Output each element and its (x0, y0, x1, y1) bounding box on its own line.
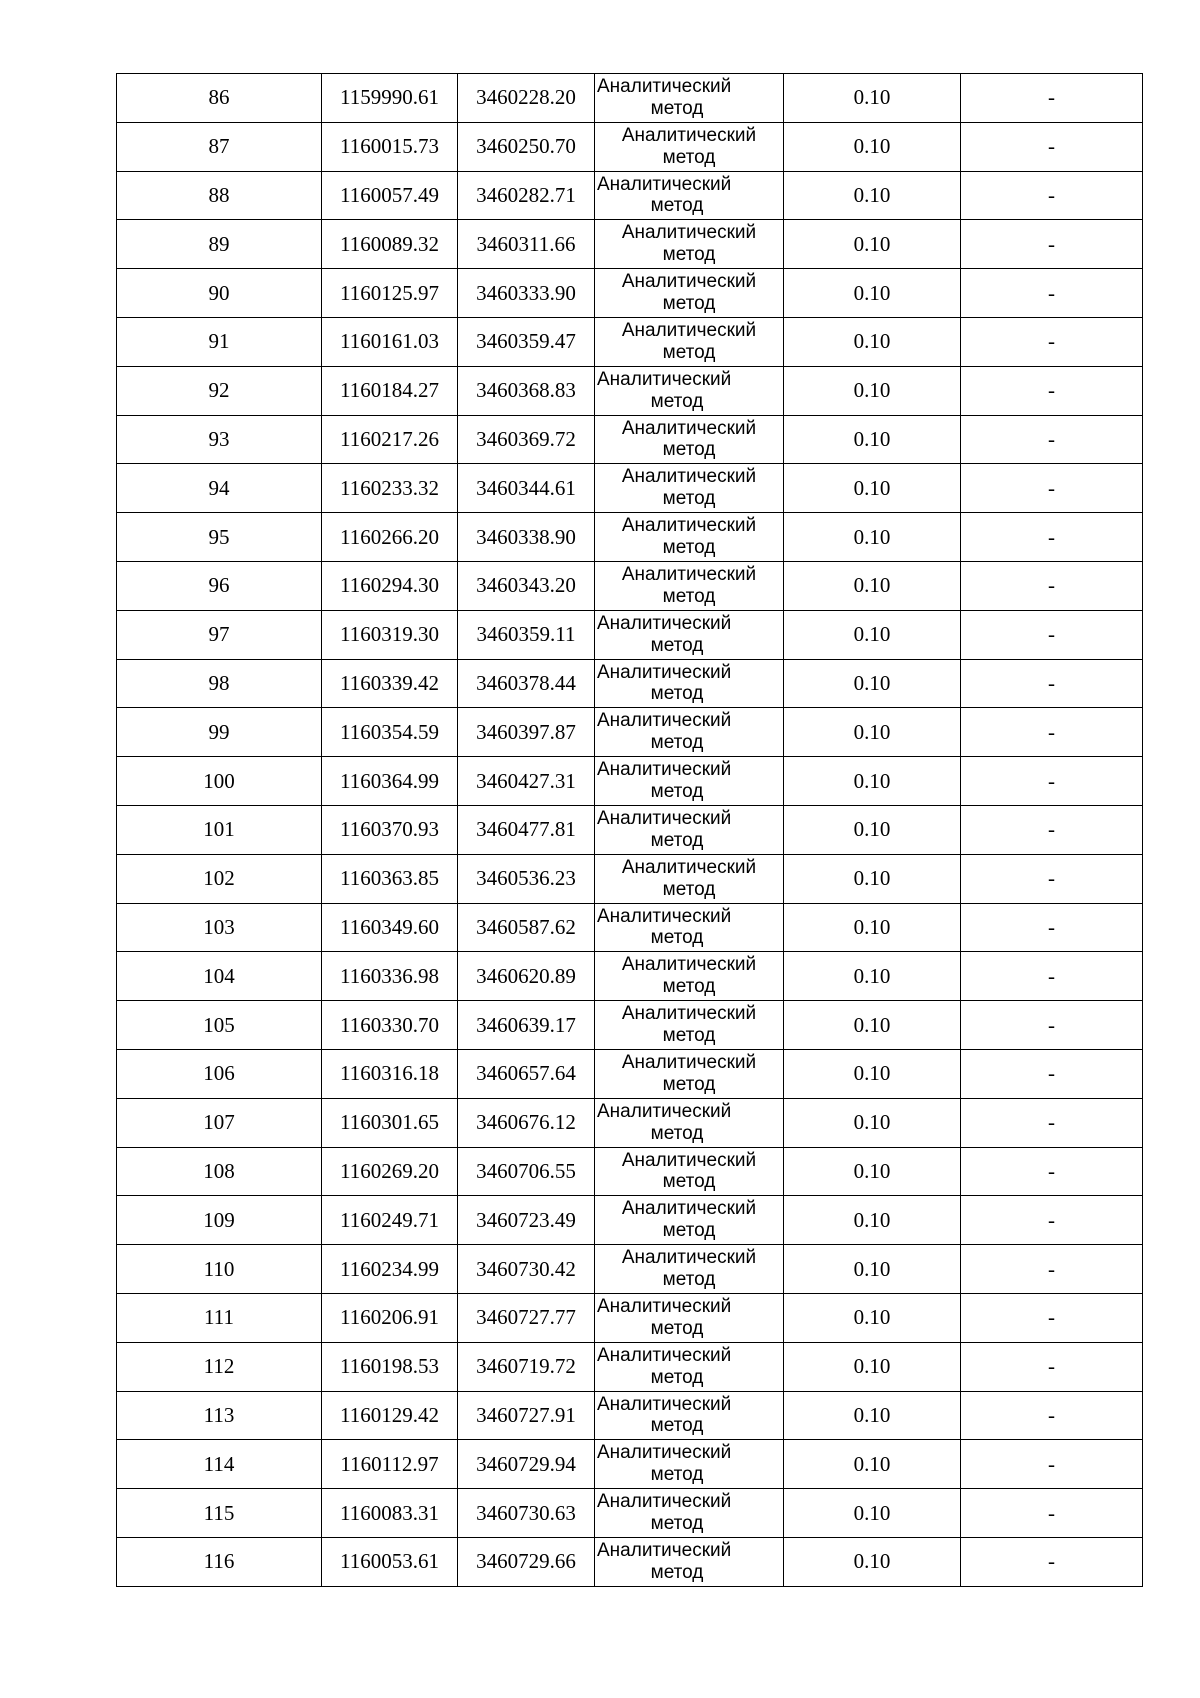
note-cell: - (961, 1537, 1143, 1586)
method-line-1: Аналитический (621, 954, 757, 976)
table-row (117, 513, 1143, 562)
accuracy-cell: 0.10 (784, 757, 961, 806)
method-cell (595, 269, 784, 318)
table-row (117, 659, 1143, 708)
table-row (117, 1537, 1143, 1586)
x-coordinate-cell: 1160336.98 (322, 952, 458, 1001)
method-cell (595, 1147, 784, 1196)
method-line-1: Аналитический (621, 417, 757, 439)
method-cell (595, 74, 784, 123)
x-coordinate-cell: 1160057.49 (322, 171, 458, 220)
x-coordinate-cell: 1160198.53 (322, 1342, 458, 1391)
point-number-cell: 87 (117, 122, 322, 171)
x-coordinate-cell: 1160370.93 (322, 805, 458, 854)
table-row (117, 561, 1143, 610)
method-cell (595, 171, 784, 220)
x-coordinate-cell: 1159990.61 (322, 74, 458, 123)
table-row (117, 1342, 1143, 1391)
note-cell: - (961, 903, 1143, 952)
point-number-cell: 105 (117, 1001, 322, 1050)
table-row (117, 1293, 1143, 1342)
table-row (117, 317, 1143, 366)
method-line-2: метод (662, 585, 716, 607)
method-line-1: Аналитический (597, 808, 732, 829)
point-number-cell: 106 (117, 1049, 322, 1098)
accuracy-cell: 0.10 (784, 1537, 961, 1586)
method-line-1: Аналитический (621, 564, 757, 586)
point-number-cell: 92 (117, 366, 322, 415)
method-line-1: Аналитический (621, 124, 757, 146)
method-line-2: метод (662, 341, 716, 363)
method-cell (595, 464, 784, 513)
point-number-cell: 96 (117, 561, 322, 610)
y-coordinate-cell: 3460369.72 (458, 415, 595, 464)
accuracy-cell: 0.10 (784, 1293, 961, 1342)
method-line-2: метод (662, 293, 716, 315)
point-number-cell: 94 (117, 464, 322, 513)
note-cell: - (961, 220, 1143, 269)
method-line-1: Аналитический (597, 1491, 732, 1513)
method-cell (595, 805, 784, 854)
method-cell (595, 317, 784, 366)
table-row (117, 1147, 1143, 1196)
method-line-2: метод (650, 781, 704, 803)
y-coordinate-cell: 3460730.42 (458, 1245, 595, 1294)
method-cell (595, 415, 784, 464)
table-row (117, 1440, 1143, 1489)
note-cell: - (961, 122, 1143, 171)
point-number-cell: 101 (117, 805, 322, 854)
x-coordinate-cell: 1160349.60 (322, 903, 458, 952)
method-cell (595, 366, 784, 415)
method-cell (595, 1391, 784, 1440)
table-row (117, 464, 1143, 513)
x-coordinate-cell: 1160364.99 (322, 757, 458, 806)
y-coordinate-cell: 3460359.47 (458, 317, 595, 366)
method-cell (595, 854, 784, 903)
method-line-2: метод (650, 634, 704, 656)
y-coordinate-cell: 3460378.44 (458, 659, 595, 708)
accuracy-cell: 0.10 (784, 1001, 961, 1050)
method-line-1: Аналитический (621, 1003, 757, 1025)
method-line-2: метод (650, 1122, 704, 1144)
x-coordinate-cell: 1160112.97 (322, 1440, 458, 1489)
point-number-cell: 88 (117, 171, 322, 220)
y-coordinate-cell: 3460228.20 (458, 74, 595, 123)
method-cell (595, 513, 784, 562)
x-coordinate-cell: 1160234.99 (322, 1245, 458, 1294)
method-line-1: Аналитический (621, 1149, 757, 1171)
point-number-cell: 86 (117, 74, 322, 123)
method-cell (595, 1293, 784, 1342)
x-coordinate-cell: 1160301.65 (322, 1098, 458, 1147)
table-row (117, 1245, 1143, 1294)
table-row (117, 854, 1143, 903)
y-coordinate-cell: 3460477.81 (458, 805, 595, 854)
table-row (117, 1001, 1143, 1050)
y-coordinate-cell: 3460676.12 (458, 1098, 595, 1147)
x-coordinate-cell: 1160129.42 (322, 1391, 458, 1440)
accuracy-cell: 0.10 (784, 1342, 961, 1391)
x-coordinate-cell: 1160354.59 (322, 708, 458, 757)
x-coordinate-cell: 1160339.42 (322, 659, 458, 708)
note-cell: - (961, 415, 1143, 464)
accuracy-cell: 0.10 (784, 464, 961, 513)
method-cell (595, 122, 784, 171)
accuracy-cell: 0.10 (784, 1391, 961, 1440)
method-line-2: метод (650, 1561, 704, 1583)
note-cell: - (961, 1147, 1143, 1196)
point-number-cell: 89 (117, 220, 322, 269)
note-cell: - (961, 171, 1143, 220)
method-line-2: метод (650, 1415, 704, 1437)
method-line-1: Аналитический (621, 1247, 757, 1269)
method-line-2: метод (662, 878, 716, 900)
point-number-cell: 91 (117, 317, 322, 366)
method-line-2: метод (650, 927, 704, 949)
y-coordinate-cell: 3460657.64 (458, 1049, 595, 1098)
table-row (117, 122, 1143, 171)
accuracy-cell: 0.10 (784, 74, 961, 123)
y-coordinate-cell: 3460427.31 (458, 757, 595, 806)
method-line-2: метод (650, 390, 704, 412)
method-line-2: метод (662, 1171, 716, 1193)
method-line-1: Аналитический (621, 515, 757, 537)
method-line-1: Аналитический (597, 612, 732, 634)
y-coordinate-cell: 3460723.49 (458, 1196, 595, 1245)
accuracy-cell: 0.10 (784, 220, 961, 269)
x-coordinate-cell: 1160053.61 (322, 1537, 458, 1586)
method-line-1: Аналитический (597, 1295, 732, 1317)
note-cell: - (961, 464, 1143, 513)
point-number-cell: 95 (117, 513, 322, 562)
coordinates-table (116, 73, 1143, 1587)
x-coordinate-cell: 1160184.27 (322, 366, 458, 415)
point-number-cell: 102 (117, 854, 322, 903)
point-number-cell: 97 (117, 610, 322, 659)
method-cell (595, 1196, 784, 1245)
method-cell (595, 1342, 784, 1391)
note-cell: - (961, 952, 1143, 1001)
point-number-cell: 112 (117, 1342, 322, 1391)
note-cell: - (961, 708, 1143, 757)
accuracy-cell: 0.10 (784, 1440, 961, 1489)
x-coordinate-cell: 1160125.97 (322, 269, 458, 318)
note-cell: - (961, 1489, 1143, 1538)
accuracy-cell: 0.10 (784, 1196, 961, 1245)
method-cell (595, 1440, 784, 1489)
note-cell: - (961, 1098, 1143, 1147)
method-line-2: метод (662, 976, 716, 998)
method-cell (595, 952, 784, 1001)
note-cell: - (961, 269, 1143, 318)
method-cell (595, 903, 784, 952)
table-row (117, 610, 1143, 659)
table-row (117, 269, 1143, 318)
point-number-cell: 100 (117, 757, 322, 806)
y-coordinate-cell: 3460727.77 (458, 1293, 595, 1342)
method-line-1: Аналитический (597, 661, 732, 683)
method-line-2: метод (662, 244, 716, 266)
y-coordinate-cell: 3460536.23 (458, 854, 595, 903)
table-row (117, 952, 1143, 1001)
table-row (117, 708, 1143, 757)
note-cell: - (961, 1001, 1143, 1050)
method-line-1: Аналитический (621, 856, 757, 878)
point-number-cell: 114 (117, 1440, 322, 1489)
method-line-1: Аналитический (597, 368, 732, 390)
x-coordinate-cell: 1160015.73 (322, 122, 458, 171)
method-line-2: метод (662, 439, 716, 461)
note-cell: - (961, 659, 1143, 708)
y-coordinate-cell: 3460587.62 (458, 903, 595, 952)
point-number-cell: 115 (117, 1489, 322, 1538)
x-coordinate-cell: 1160319.30 (322, 610, 458, 659)
x-coordinate-cell: 1160269.20 (322, 1147, 458, 1196)
method-cell (595, 1001, 784, 1050)
accuracy-cell: 0.10 (784, 415, 961, 464)
method-line-2: метод (650, 195, 704, 217)
x-coordinate-cell: 1160217.26 (322, 415, 458, 464)
accuracy-cell: 0.10 (784, 610, 961, 659)
method-cell (595, 1098, 784, 1147)
point-number-cell: 90 (117, 269, 322, 318)
note-cell: - (961, 317, 1143, 366)
y-coordinate-cell: 3460729.94 (458, 1440, 595, 1489)
table-row (117, 757, 1143, 806)
point-number-cell: 108 (117, 1147, 322, 1196)
y-coordinate-cell: 3460282.71 (458, 171, 595, 220)
x-coordinate-cell: 1160206.91 (322, 1293, 458, 1342)
method-line-1: Аналитический (597, 76, 732, 98)
accuracy-cell: 0.10 (784, 561, 961, 610)
y-coordinate-cell: 3460730.63 (458, 1489, 595, 1538)
method-line-2: метод (662, 1269, 716, 1291)
method-cell (595, 220, 784, 269)
table-row (117, 805, 1143, 854)
method-line-2: метод (662, 146, 716, 168)
method-line-2: метод (650, 1513, 704, 1534)
y-coordinate-cell: 3460639.17 (458, 1001, 595, 1050)
method-line-1: Аналитический (597, 1344, 732, 1366)
y-coordinate-cell: 3460338.90 (458, 513, 595, 562)
method-line-1: Аналитический (597, 1393, 732, 1415)
accuracy-cell: 0.10 (784, 269, 961, 318)
method-cell (595, 561, 784, 610)
method-line-1: Аналитический (597, 1100, 732, 1122)
x-coordinate-cell: 1160294.30 (322, 561, 458, 610)
x-coordinate-cell: 1160330.70 (322, 1001, 458, 1050)
table-row (117, 220, 1143, 269)
accuracy-cell: 0.10 (784, 1245, 961, 1294)
method-line-1: Аналитический (597, 1539, 732, 1561)
method-line-1: Аналитический (597, 1442, 732, 1464)
method-line-2: метод (650, 732, 704, 754)
accuracy-cell: 0.10 (784, 903, 961, 952)
y-coordinate-cell: 3460368.83 (458, 366, 595, 415)
table-row (117, 171, 1143, 220)
x-coordinate-cell: 1160161.03 (322, 317, 458, 366)
table-row (117, 74, 1143, 123)
note-cell: - (961, 757, 1143, 806)
accuracy-cell: 0.10 (784, 1049, 961, 1098)
note-cell: - (961, 1049, 1143, 1098)
y-coordinate-cell: 3460250.70 (458, 122, 595, 171)
method-line-2: метод (662, 1025, 716, 1047)
y-coordinate-cell: 3460727.91 (458, 1391, 595, 1440)
accuracy-cell: 0.10 (784, 708, 961, 757)
point-number-cell: 113 (117, 1391, 322, 1440)
accuracy-cell: 0.10 (784, 952, 961, 1001)
table-row (117, 1489, 1143, 1538)
method-line-1: Аналитический (621, 222, 757, 244)
method-line-2: метод (650, 1464, 704, 1486)
method-line-1: Аналитический (621, 1198, 757, 1220)
accuracy-cell: 0.10 (784, 317, 961, 366)
note-cell: - (961, 1293, 1143, 1342)
method-line-2: метод (650, 683, 704, 705)
x-coordinate-cell: 1160316.18 (322, 1049, 458, 1098)
method-cell (595, 757, 784, 806)
y-coordinate-cell: 3460311.66 (458, 220, 595, 269)
accuracy-cell: 0.10 (784, 513, 961, 562)
method-cell (595, 708, 784, 757)
method-line-1: Аналитический (597, 905, 732, 927)
note-cell: - (961, 366, 1143, 415)
y-coordinate-cell: 3460359.11 (458, 610, 595, 659)
method-cell (595, 1489, 784, 1538)
accuracy-cell: 0.10 (784, 854, 961, 903)
method-line-1: Аналитический (597, 759, 732, 781)
accuracy-cell: 0.10 (784, 171, 961, 220)
method-line-2: метод (650, 97, 704, 119)
note-cell: - (961, 854, 1143, 903)
method-cell (595, 610, 784, 659)
x-coordinate-cell: 1160089.32 (322, 220, 458, 269)
accuracy-cell: 0.10 (784, 659, 961, 708)
method-cell (595, 1245, 784, 1294)
note-cell: - (961, 610, 1143, 659)
method-line-2: метод (650, 829, 704, 851)
table-row (117, 903, 1143, 952)
method-line-1: Аналитический (597, 173, 732, 195)
point-number-cell: 99 (117, 708, 322, 757)
note-cell: - (961, 513, 1143, 562)
accuracy-cell: 0.10 (784, 1098, 961, 1147)
x-coordinate-cell: 1160083.31 (322, 1489, 458, 1538)
point-number-cell: 111 (117, 1293, 322, 1342)
accuracy-cell: 0.10 (784, 1489, 961, 1538)
y-coordinate-cell: 3460729.66 (458, 1537, 595, 1586)
x-coordinate-cell: 1160266.20 (322, 513, 458, 562)
point-number-cell: 110 (117, 1245, 322, 1294)
method-line-2: метод (662, 537, 716, 559)
point-number-cell: 93 (117, 415, 322, 464)
point-number-cell: 107 (117, 1098, 322, 1147)
y-coordinate-cell: 3460344.61 (458, 464, 595, 513)
note-cell: - (961, 74, 1143, 123)
method-line-2: метод (650, 1366, 704, 1388)
method-line-1: Аналитический (621, 320, 757, 342)
note-cell: - (961, 1391, 1143, 1440)
accuracy-cell: 0.10 (784, 805, 961, 854)
x-coordinate-cell: 1160233.32 (322, 464, 458, 513)
method-line-1: Аналитический (621, 1051, 757, 1073)
y-coordinate-cell: 3460333.90 (458, 269, 595, 318)
table-row (117, 1098, 1143, 1147)
table-row (117, 366, 1143, 415)
note-cell: - (961, 1342, 1143, 1391)
accuracy-cell: 0.10 (784, 1147, 961, 1196)
method-line-2: метод (650, 1317, 704, 1339)
note-cell: - (961, 805, 1143, 854)
point-number-cell: 109 (117, 1196, 322, 1245)
point-number-cell: 116 (117, 1537, 322, 1586)
point-number-cell: 98 (117, 659, 322, 708)
point-number-cell: 103 (117, 903, 322, 952)
method-line-2: метод (662, 488, 716, 510)
method-cell (595, 1049, 784, 1098)
table-body (117, 74, 1143, 1587)
y-coordinate-cell: 3460343.20 (458, 561, 595, 610)
note-cell: - (961, 1245, 1143, 1294)
y-coordinate-cell: 3460397.87 (458, 708, 595, 757)
table-row (117, 1391, 1143, 1440)
method-line-1: Аналитический (621, 271, 757, 293)
method-line-2: метод (662, 1220, 716, 1242)
accuracy-cell: 0.10 (784, 122, 961, 171)
method-cell (595, 659, 784, 708)
point-number-cell: 104 (117, 952, 322, 1001)
x-coordinate-cell: 1160363.85 (322, 854, 458, 903)
method-line-1: Аналитический (621, 466, 757, 488)
accuracy-cell: 0.10 (784, 366, 961, 415)
method-line-1: Аналитический (597, 710, 732, 732)
note-cell: - (961, 1196, 1143, 1245)
y-coordinate-cell: 3460719.72 (458, 1342, 595, 1391)
y-coordinate-cell: 3460620.89 (458, 952, 595, 1001)
x-coordinate-cell: 1160249.71 (322, 1196, 458, 1245)
method-line-2: метод (662, 1073, 716, 1095)
note-cell: - (961, 1440, 1143, 1489)
method-cell (595, 1537, 784, 1586)
table-row (117, 1049, 1143, 1098)
table-row (117, 415, 1143, 464)
table-row (117, 1196, 1143, 1245)
note-cell: - (961, 561, 1143, 610)
y-coordinate-cell: 3460706.55 (458, 1147, 595, 1196)
